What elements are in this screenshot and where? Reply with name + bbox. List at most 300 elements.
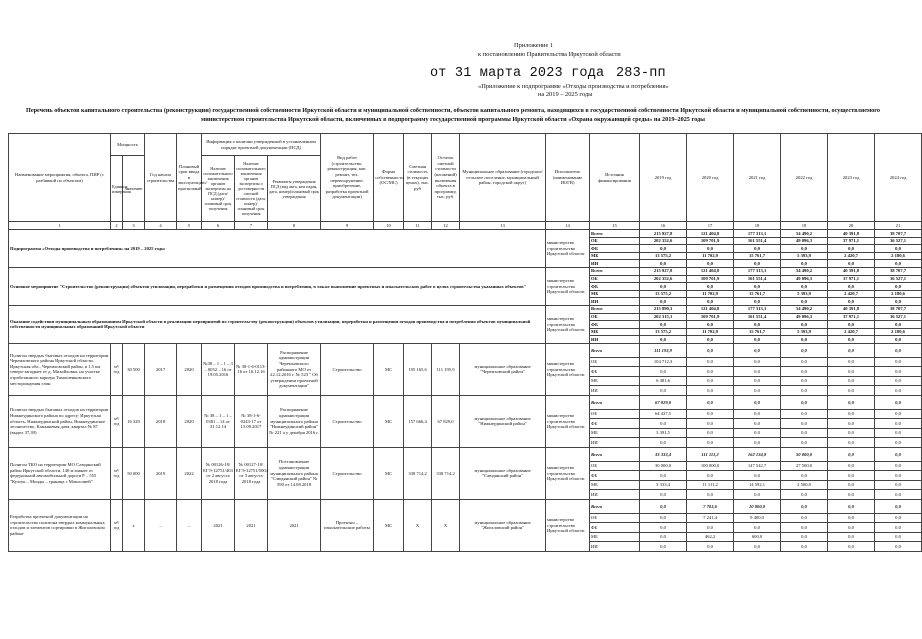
amount-cell: 11 111,2 xyxy=(687,480,734,490)
col-approval: Реквизиты утверждения ПСД (вид акта, кем издан, дата, номер)/плановый срок утверждения xyxy=(268,156,321,222)
amount-cell: 37 971,1 xyxy=(828,313,875,321)
amount-cell: 0,0 xyxy=(640,471,687,481)
amount-cell: 3 391,5 xyxy=(640,428,687,438)
amount-cell: 40 391,8 xyxy=(828,305,875,313)
amount-cell: 202 352,6 xyxy=(640,237,687,245)
amount-cell: 54 490,2 xyxy=(781,230,828,238)
amount-cell: 0,0 xyxy=(734,523,781,533)
amount-cell: 2 180,6 xyxy=(875,252,922,260)
amount-cell: 0,0 xyxy=(734,321,781,329)
object-start-year: – xyxy=(145,499,177,551)
fin-source: ФБ xyxy=(590,367,640,377)
col-value: Значение xyxy=(123,156,145,222)
amount-cell: 11 702,9 xyxy=(687,252,734,260)
object-plan-year: – xyxy=(177,499,202,551)
amount-cell: 600,0 xyxy=(734,532,781,542)
fin-source: ОБ xyxy=(590,513,640,523)
amount-cell: 0,0 xyxy=(875,283,922,291)
object-capacity: 16 329 xyxy=(123,395,145,447)
amount-cell: 0,0 xyxy=(687,419,734,429)
amount-cell: 202 315,1 xyxy=(640,313,687,321)
amount-cell: 0,0 xyxy=(875,490,922,500)
amount-cell: 0,0 xyxy=(875,419,922,429)
object-estimate-expertise: № 38-1-6-0113-16 от 16.12.16 xyxy=(235,343,268,395)
amount-cell: 0,0 xyxy=(640,321,687,329)
object-remaining: 338 714,2 xyxy=(432,447,460,499)
amount-cell: 0,0 xyxy=(781,245,828,253)
object-ownership: МС xyxy=(374,395,404,447)
amount-cell: 0,0 xyxy=(781,428,828,438)
amount-cell: 0,0 xyxy=(687,395,734,409)
object-estimate-cost: 338 714,2 xyxy=(404,447,432,499)
amount-cell: 0,0 xyxy=(687,357,734,367)
amount-cell: 100 000,0 xyxy=(687,461,734,471)
fin-source: ИИ xyxy=(590,298,640,306)
amount-cell: 0,0 xyxy=(687,471,734,481)
fin-source: ОБ xyxy=(590,461,640,471)
fin-source: Всего xyxy=(590,305,640,313)
object-estimate-expertise: № 00127-18/ЕГЭ-12751/5004 от 3 августа 2018 года xyxy=(235,447,268,499)
object-name: Полигон твердых бытовых отходов на территории Черемховского района Иркутской области. Иркутская обл., Черемховский район, в 1,5 км северо-западнее от д. Михайловка, на участке отработанного карьера Тимошенковского месторождения глин xyxy=(9,343,111,395)
column-number: 2 xyxy=(111,222,123,230)
amount-cell: 0,0 xyxy=(781,298,828,306)
object-approval: Постановление администрации муниципального района "Слюдянский район" № 590 от 14.08.2018 xyxy=(268,447,321,499)
amount-cell: 215 890,3 xyxy=(640,305,687,313)
summary-row xyxy=(9,230,922,238)
fin-source: ФБ xyxy=(590,471,640,481)
amount-cell: 0,0 xyxy=(875,428,922,438)
col-2021: 2021 год xyxy=(734,134,781,222)
col-name: Наименование мероприятия, объекта, ПИР (с разбивкой по объектам) xyxy=(9,134,111,222)
fin-source: МБ xyxy=(590,252,640,260)
column-number: 11 xyxy=(404,222,432,230)
fin-source: ФБ xyxy=(590,523,640,533)
amount-cell: 0,0 xyxy=(640,386,687,396)
amount-cell: 0,0 xyxy=(875,532,922,542)
col-2022: 2022 год xyxy=(781,134,828,222)
amount-cell: 9 400,0 xyxy=(734,513,781,523)
fin-source: МБ xyxy=(590,428,640,438)
fin-source: ФБ xyxy=(590,321,640,329)
column-number: 21 xyxy=(875,222,922,230)
amount-cell: 14 592,1 xyxy=(734,480,781,490)
amount-cell: 11 702,9 xyxy=(687,290,734,298)
block-label: Оказание содействия муниципальным образованиям Иркутской области в реализации мероприятий по строительству (реконструкции) объектов утилизации, переработки и размещения отходов производства и потребления объектов муниципальной собственности муниципальных образований Иркутской области xyxy=(9,305,546,343)
amount-cell: 109 701,9 xyxy=(687,237,734,245)
amount-cell: 0,0 xyxy=(781,523,828,533)
object-approval: Распоряжение администрации Черемховского районного МО от 22.12.2016 г. № 523 " Об утверждении проектной документации" xyxy=(268,343,321,395)
object-approval: 2021 xyxy=(268,499,321,551)
fin-source: ИИ xyxy=(590,490,640,500)
fin-source: ОБ xyxy=(590,313,640,321)
amount-cell: 0,0 xyxy=(828,321,875,329)
amount-cell: 64 437,5 xyxy=(640,409,687,419)
amount-cell: 36 527,1 xyxy=(875,237,922,245)
amount-cell: 0,0 xyxy=(828,490,875,500)
amount-cell: 0,0 xyxy=(828,395,875,409)
object-executor: министерство строительства Иркутской области xyxy=(546,447,590,499)
amount-cell: 0,0 xyxy=(781,542,828,552)
amount-cell: 0,0 xyxy=(828,499,875,513)
objects-table xyxy=(8,133,922,552)
amount-cell: 0,0 xyxy=(734,542,781,552)
amount-cell: 2 420,7 xyxy=(828,252,875,260)
object-municipality: муниципальное образование "Жигаловский район" xyxy=(460,499,546,551)
amount-cell: 0,0 xyxy=(875,513,922,523)
column-number: 7 xyxy=(235,222,268,230)
amount-cell: 0,0 xyxy=(781,438,828,448)
amount-cell: 147 542,7 xyxy=(734,461,781,471)
amount-cell: 177 313,1 xyxy=(734,267,781,275)
object-remaining: Х xyxy=(432,499,460,551)
amount-cell: 2 420,7 xyxy=(828,290,875,298)
amount-cell: 0,0 xyxy=(734,283,781,291)
object-expertise: 2021 xyxy=(202,499,235,551)
amount-cell: 0,0 xyxy=(687,376,734,386)
fin-source: ИИ xyxy=(590,542,640,552)
amount-cell: 161 551,4 xyxy=(734,237,781,245)
amount-cell: 10 000,0 xyxy=(734,499,781,513)
block-executor: министерство строительства Иркутской области xyxy=(546,305,590,343)
table-row xyxy=(9,343,922,357)
amount-cell: 0,0 xyxy=(875,298,922,306)
fin-source: Всего xyxy=(590,343,640,357)
table-row xyxy=(9,447,922,461)
amount-cell: 38 707,7 xyxy=(875,305,922,313)
column-number: 13 xyxy=(460,222,546,230)
amount-cell: 0,0 xyxy=(734,357,781,367)
amount-cell: 0,0 xyxy=(828,409,875,419)
column-number: 1 xyxy=(9,222,111,230)
object-estimate-cost: Х xyxy=(404,499,432,551)
fin-source: ОБ xyxy=(590,409,640,419)
amount-cell: 0,0 xyxy=(687,298,734,306)
amount-cell: 161 551,4 xyxy=(734,275,781,283)
amount-cell: 0,0 xyxy=(734,490,781,500)
amount-cell: 0,0 xyxy=(875,260,922,268)
amount-cell: 0,0 xyxy=(828,428,875,438)
col-2019: 2019 год xyxy=(640,134,687,222)
amount-cell: 0,0 xyxy=(734,336,781,344)
amount-cell: 0,0 xyxy=(875,343,922,357)
amount-cell: 0,0 xyxy=(640,367,687,377)
amount-cell: 0,0 xyxy=(640,542,687,552)
amount-cell: 215 927,8 xyxy=(640,230,687,238)
amount-cell: 0,0 xyxy=(781,283,828,291)
block-label: Основное мероприятие "Строительство (реконструкция) объектов утилизации, переработки и размещения отходов производства и потребления, в также выполнение проектных и изыскательских работ в целях строительства указанных объектов" xyxy=(9,267,546,305)
amount-cell: 13 575,2 xyxy=(640,252,687,260)
amount-cell: 49 096,3 xyxy=(781,275,828,283)
amount-cell: 162 134,8 xyxy=(734,447,781,461)
amount-cell: 0,0 xyxy=(875,336,922,344)
amount-cell: 0,0 xyxy=(828,260,875,268)
amount-cell: 0,0 xyxy=(640,419,687,429)
column-number: 14 xyxy=(546,222,590,230)
amount-cell: 0,0 xyxy=(828,513,875,523)
amount-cell: 0,0 xyxy=(687,428,734,438)
amount-cell: 0,0 xyxy=(781,260,828,268)
column-numbers-row xyxy=(9,222,922,230)
amount-cell: 0,0 xyxy=(781,367,828,377)
amount-cell: 0,0 xyxy=(640,513,687,523)
fin-source: ОБ xyxy=(590,275,640,283)
amount-cell: 0,0 xyxy=(781,499,828,513)
col-municipality: Муниципальное образование (городское/сельское поселение, муниципальный район, городской округ) xyxy=(460,134,546,222)
amount-cell: 0,0 xyxy=(781,343,828,357)
amount-cell: 36 527,1 xyxy=(875,275,922,283)
amount-cell: 0,0 xyxy=(781,386,828,396)
amount-cell: 109 701,9 xyxy=(687,275,734,283)
object-unit: м³/год xyxy=(111,499,123,551)
table-row xyxy=(9,499,922,513)
object-municipality: муниципальное образование "Нижнеудинский район" xyxy=(460,395,546,447)
amount-cell: 121 404,8 xyxy=(687,230,734,238)
block-executor: министерство строительства Иркутской области xyxy=(546,267,590,305)
amount-cell: 0,0 xyxy=(640,490,687,500)
object-capacity: 30 500 xyxy=(123,343,145,395)
amount-cell: 2 500,0 xyxy=(781,480,828,490)
column-number: 5 xyxy=(177,222,202,230)
decree-number: 283-пп xyxy=(616,66,666,81)
amount-cell: 0,0 xyxy=(875,395,922,409)
amount-cell: 0,0 xyxy=(734,471,781,481)
object-estimate-expertise: 2021 xyxy=(235,499,268,551)
amount-cell: 0,0 xyxy=(875,438,922,448)
amount-cell: 0,0 xyxy=(828,357,875,367)
object-plan-year: 2022 xyxy=(177,447,202,499)
amount-cell: 202 352,6 xyxy=(640,275,687,283)
fin-source: МБ xyxy=(590,376,640,386)
column-number: 12 xyxy=(432,222,460,230)
amount-cell: 0,0 xyxy=(687,336,734,344)
column-number: 16 xyxy=(640,222,687,230)
col-plan-year: Плановый срок ввода в эксплуатацию/прогнозный xyxy=(177,134,202,222)
subprogram-header xyxy=(478,83,898,99)
fin-source: МБ xyxy=(590,480,640,490)
object-expertise: № 38 – 1 – 1 – 0381 – 14 от 31.12.14 xyxy=(202,395,235,447)
amount-cell: 111 111,2 xyxy=(687,447,734,461)
amount-cell: 0,0 xyxy=(687,438,734,448)
amount-cell: 0,0 xyxy=(781,513,828,523)
amount-cell: 40 391,8 xyxy=(828,230,875,238)
col-2020: 2020 год xyxy=(687,134,734,222)
amount-cell: 0,0 xyxy=(828,438,875,448)
amount-cell: 0,0 xyxy=(687,386,734,396)
object-executor: министерство строительства Иркутской области xyxy=(546,395,590,447)
amount-cell: 161 551,4 xyxy=(734,313,781,321)
amount-cell: 0,0 xyxy=(828,283,875,291)
amount-cell: 7 241,4 xyxy=(687,513,734,523)
amount-cell: 0,0 xyxy=(734,428,781,438)
column-number: 15 xyxy=(590,222,640,230)
amount-cell: 0,0 xyxy=(640,283,687,291)
subprogram-years: на 2019 – 2025 годы xyxy=(538,91,593,98)
amount-cell: 0,0 xyxy=(640,523,687,533)
amount-cell: 2 180,6 xyxy=(875,328,922,336)
amount-cell: 0,0 xyxy=(875,461,922,471)
amount-cell: 33 333,4 xyxy=(640,447,687,461)
amount-cell: 36 527,1 xyxy=(875,313,922,321)
amount-cell: 0,0 xyxy=(640,245,687,253)
amount-cell: 462,2 xyxy=(687,532,734,542)
object-ownership: МС xyxy=(374,499,404,551)
amount-cell: 177 313,1 xyxy=(734,230,781,238)
object-expertise: №38 – 1 – 1 – 3 – 0052 – 16 от 19.05.2016 xyxy=(202,343,235,395)
amount-cell: 0,0 xyxy=(828,245,875,253)
object-start-year: 2017 xyxy=(145,343,177,395)
fin-source: ИИ xyxy=(590,260,640,268)
amount-cell: 0,0 xyxy=(828,298,875,306)
amount-cell: 0,0 xyxy=(875,245,922,253)
amount-cell: 0,0 xyxy=(734,343,781,357)
appendix-label: Приложение 1 xyxy=(514,42,554,49)
column-number: 18 xyxy=(734,222,781,230)
column-number: 19 xyxy=(781,222,828,230)
amount-cell: 0,0 xyxy=(828,336,875,344)
amount-cell: 0,0 xyxy=(781,321,828,329)
object-plan-year: 2020 xyxy=(177,395,202,447)
amount-cell: 13 575,2 xyxy=(640,290,687,298)
amount-cell: 0,0 xyxy=(875,542,922,552)
object-unit: м³/год xyxy=(111,343,123,395)
object-work-type: Строительство xyxy=(321,395,374,447)
amount-cell: 0,0 xyxy=(781,490,828,500)
amount-cell: 104 712,3 xyxy=(640,357,687,367)
amount-cell: 0,0 xyxy=(875,523,922,533)
amount-cell: 0,0 xyxy=(687,343,734,357)
amount-cell: 177 313,1 xyxy=(734,305,781,313)
object-executor: министерство строительства Иркутской области xyxy=(546,499,590,551)
amount-cell: 27 500,0 xyxy=(781,461,828,471)
amount-cell: 7 703,6 xyxy=(687,499,734,513)
fin-source: Всего xyxy=(590,267,640,275)
amount-cell: 0,0 xyxy=(875,367,922,377)
col-2023: 2023 год xyxy=(828,134,875,222)
block-label: Подпрограмма «Отходы производства и потребления» на 2019 – 2025 годы xyxy=(9,230,546,268)
col-expertise: Наличие положительного заключения органов экспертизы на ПСД (дата/номер)/ плановый срок получения xyxy=(202,156,235,222)
object-executor: министерство строительства Иркутской области xyxy=(546,343,590,395)
amount-cell: 54 490,2 xyxy=(781,267,828,275)
amount-cell: 0,0 xyxy=(734,438,781,448)
amount-cell: 0,0 xyxy=(875,357,922,367)
column-number: 10 xyxy=(374,222,404,230)
fin-source: ФБ xyxy=(590,419,640,429)
amount-cell: 30 000,0 xyxy=(640,461,687,471)
column-number: 4 xyxy=(145,222,177,230)
amount-cell: 0,0 xyxy=(875,480,922,490)
amount-cell: 0,0 xyxy=(734,409,781,419)
object-municipality: муниципальное образование "Черемховский район" xyxy=(460,343,546,395)
object-estimate-cost: 195 165,6 xyxy=(404,343,432,395)
col-start-year: Год начала строительства xyxy=(145,134,177,222)
amount-cell: 5 393,9 xyxy=(781,290,828,298)
amount-cell: 0,0 xyxy=(828,532,875,542)
amount-cell: 111 193,9 xyxy=(640,343,687,357)
document-title: Перечень объектов капитального строительства (реконструкции) государственной собственности Иркутской области и муниципальной собственности, объектов капитального ремонта, находящихся в государственной собственности Иркутской области и муниципальной собственности, осуществляемого министерством строительства Иркутской области, включенных в подпрограмму государственной программы Иркутской области «Охрана окружающей среды» на 2019–2025 годы xyxy=(26,107,880,123)
column-number: 17 xyxy=(687,222,734,230)
amount-cell: 0,0 xyxy=(828,523,875,533)
object-ownership: МС xyxy=(374,447,404,499)
amount-cell: 67 829,0 xyxy=(640,395,687,409)
amount-cell: 0,0 xyxy=(875,386,922,396)
amount-cell: 0,0 xyxy=(828,343,875,357)
amount-cell: 0,0 xyxy=(734,395,781,409)
summary-row xyxy=(9,267,922,275)
amount-cell: 0,0 xyxy=(781,419,828,429)
amount-cell: 0,0 xyxy=(875,321,922,329)
col-unit: Единица измерения xyxy=(111,156,123,222)
amount-cell: 40 391,8 xyxy=(828,267,875,275)
block-executor: министерство строительства Иркутской области xyxy=(546,230,590,268)
amount-cell: 0,0 xyxy=(875,471,922,481)
object-name: Полигон ТКО на территории МО Слюдянский район Иркутской области, 140 м южнее от федеральной автомобильной дороги Р – 555 "Култук – Монды – граница с Монголией" xyxy=(9,447,111,499)
amount-cell: 0,0 xyxy=(828,447,875,461)
object-estimate-expertise: № 38-1-6-0243-17 от 15.09.2017 xyxy=(235,395,268,447)
object-start-year: 2018 xyxy=(145,395,177,447)
amount-cell: 0,0 xyxy=(828,480,875,490)
amount-cell: 38 707,7 xyxy=(875,267,922,275)
fin-source: ФБ xyxy=(590,283,640,291)
amount-cell: 15 761,7 xyxy=(734,252,781,260)
amount-cell: 49 096,3 xyxy=(781,313,828,321)
amount-cell: 121 404,8 xyxy=(687,267,734,275)
summary-row xyxy=(9,305,922,313)
object-name: Разработка проектной документации на строительство полигона твердых коммунальных отходов и элементов сортировки в Жигаловском районе xyxy=(9,499,111,551)
object-municipality: муниципальное образование "Слюдянский район" xyxy=(460,447,546,499)
amount-cell: 121 404,8 xyxy=(687,305,734,313)
column-number: 20 xyxy=(828,222,875,230)
object-work-type: Строительство xyxy=(321,343,374,395)
object-ownership: МС xyxy=(374,343,404,395)
amount-cell: 15 761,7 xyxy=(734,328,781,336)
amount-cell: 0,0 xyxy=(828,367,875,377)
amount-cell: 0,0 xyxy=(687,260,734,268)
amount-cell: 0,0 xyxy=(640,438,687,448)
fin-source: ФБ xyxy=(590,245,640,253)
decree-date: от 31 марта 2023 года xyxy=(430,66,605,81)
amount-cell: 0,0 xyxy=(640,532,687,542)
amount-cell: 0,0 xyxy=(875,499,922,513)
amount-cell: 0,0 xyxy=(687,367,734,377)
amount-cell: 13 575,2 xyxy=(640,328,687,336)
amount-cell: 0,0 xyxy=(781,471,828,481)
fin-source: МБ xyxy=(590,532,640,542)
amount-cell: 6 481,6 xyxy=(640,376,687,386)
amount-cell: 0,0 xyxy=(640,298,687,306)
column-number: 3 xyxy=(123,222,145,230)
object-work-type: Строительство xyxy=(321,447,374,499)
fin-source: Всего xyxy=(590,499,640,513)
fin-source: Всего xyxy=(590,230,640,238)
col-estimate-expertise: Наличие положительного заключения органов экспертизы о достоверности сметной стоимости (дата, номер)/плановый срок получения xyxy=(235,156,268,222)
object-approval: Распоряжение администрации муниципального района "Нижнеудинский район" № 221 а у декабря 2016 г. xyxy=(268,395,321,447)
amount-cell: 0,0 xyxy=(875,409,922,419)
amount-cell: 0,0 xyxy=(687,542,734,552)
fin-source: ИИ xyxy=(590,386,640,396)
amount-cell: 0,0 xyxy=(687,245,734,253)
amount-cell: 0,0 xyxy=(734,367,781,377)
object-remaining: 67 829,0 xyxy=(432,395,460,447)
amount-cell: 0,0 xyxy=(687,523,734,533)
fin-source: ОБ xyxy=(590,237,640,245)
amount-cell: 0,0 xyxy=(734,245,781,253)
amount-cell: 0,0 xyxy=(781,376,828,386)
object-remaining: 111 195,9 xyxy=(432,343,460,395)
amount-cell: 2 180,6 xyxy=(875,290,922,298)
amount-cell: 0,0 xyxy=(781,532,828,542)
amount-cell: 0,0 xyxy=(828,386,875,396)
object-capacity: 50 000 xyxy=(123,447,145,499)
